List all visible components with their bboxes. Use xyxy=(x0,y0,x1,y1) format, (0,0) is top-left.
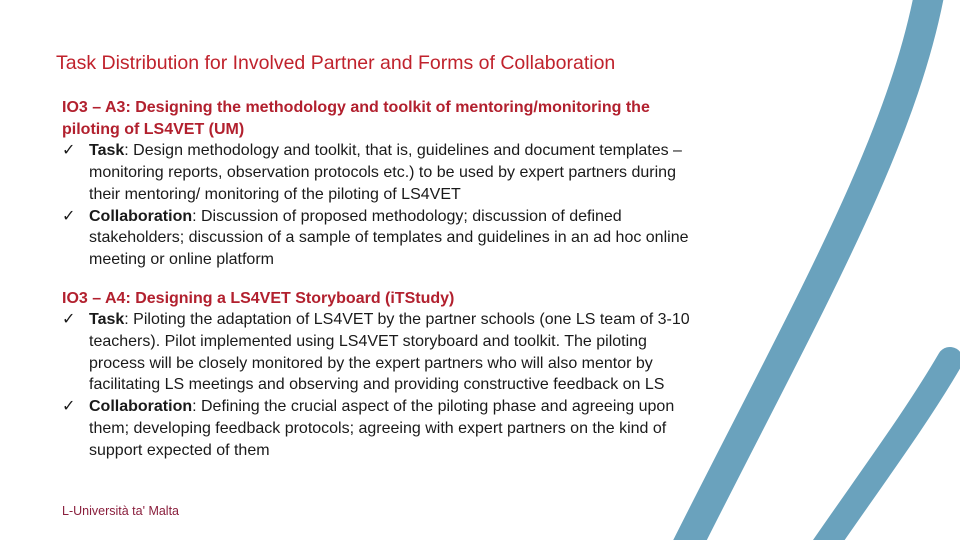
list-item xyxy=(62,206,702,271)
item-text: : Defining the crucial aspect of the piloting phase and agreeing upon them; developing feedback protocols; agreeing with expert partners on the kind of support expected of them xyxy=(89,398,675,459)
list-item xyxy=(62,140,702,205)
checkmark-icon: ✓ xyxy=(62,398,76,416)
section-heading: IO3 – A4: Designing a LS4VET Storyboard (iTStudy) xyxy=(62,289,455,307)
bullet-list xyxy=(62,309,702,461)
item-label: Collaboration xyxy=(89,207,193,225)
list-item xyxy=(62,309,702,396)
section-io3-a3 xyxy=(62,97,702,271)
slide-content xyxy=(62,97,702,461)
university-logo: L-Università ta' Malta xyxy=(62,504,180,518)
item-text: : Design methodology and toolkit, that is, guidelines and document templates – monitoring reports, observation protocols etc.) to be used by expert partners during their mentoring/ monitoring of the piloting of LS4VET xyxy=(89,142,682,203)
checkmark-icon: ✓ xyxy=(62,142,76,160)
item-label: Task xyxy=(89,311,125,329)
slide-title: Task Distribution for Involved Partner and Forms of Collaboration xyxy=(56,52,616,74)
checkmark-icon: ✓ xyxy=(62,311,76,329)
item-label: Task xyxy=(89,142,125,160)
section-heading: IO3 – A3: Designing the methodology and toolkit of mentoring/monitoring the piloting of LS4VET (UM) xyxy=(62,99,650,138)
item-label: Collaboration xyxy=(89,398,193,416)
item-text: : Piloting the adaptation of LS4VET by the partner schools (one LS team of 3-10 teachers). Pilot implemented using LS4VET storyboard and toolkit. The piloting process will be closely monitored by the expert partners who will also mentor by facilitating LS meetings and observing and providing constructive feedback on LS xyxy=(89,311,690,394)
section-io3-a4 xyxy=(62,288,702,462)
list-item xyxy=(62,396,702,461)
checkmark-icon: ✓ xyxy=(62,207,76,225)
item-text: : Discussion of proposed methodology; discussion of defined stakeholders; discussion of a sample of templates and guidelines in an ad hoc online meeting or online platform xyxy=(89,207,689,268)
bullet-list xyxy=(62,140,702,270)
